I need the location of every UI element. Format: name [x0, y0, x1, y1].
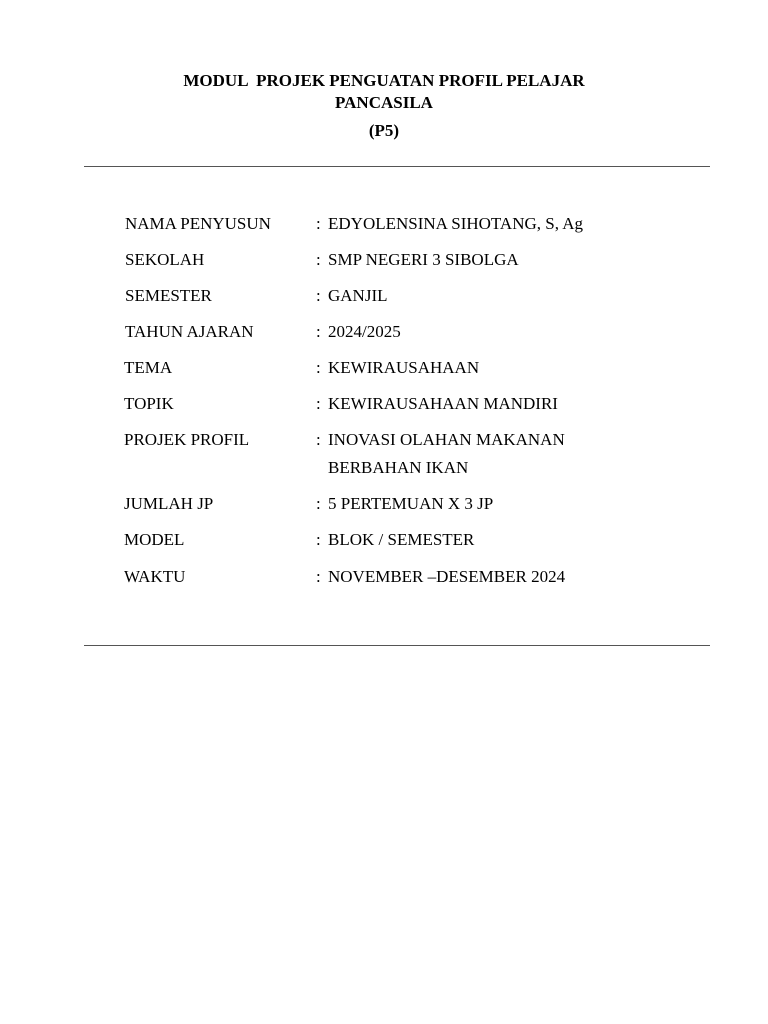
info-separator: :	[316, 358, 321, 377]
info-value: INOVASI OLAHAN MAKANAN	[328, 430, 565, 449]
info-separator: :	[316, 214, 321, 233]
info-label: JUMLAH JP	[124, 494, 214, 513]
info-label: SEMESTER	[125, 286, 212, 305]
title-line-3: (P5)	[368, 121, 400, 140]
title-line-2: PANCASILA	[335, 93, 433, 112]
info-value: BLOK / SEMESTER	[328, 530, 475, 549]
info-separator: :	[316, 530, 321, 549]
info-value: SMP NEGERI 3 SIBOLGA	[328, 250, 519, 269]
bottom-divider	[84, 645, 710, 646]
info-value: NOVEMBER –DESEMBER 2024	[328, 567, 566, 586]
info-label: WAKTU	[124, 567, 186, 586]
info-separator: :	[316, 430, 321, 449]
top-divider	[84, 166, 710, 167]
document-title	[0, 70, 768, 142]
info-label: TEMA	[124, 358, 173, 377]
info-separator: :	[316, 494, 321, 513]
info-value: 2024/2025	[328, 322, 401, 341]
info-value: KEWIRAUSAHAAN	[328, 358, 480, 377]
info-value: EDYOLENSINA SIHOTANG, S, Ag	[328, 214, 584, 233]
info-value: 5 PERTEMUAN X 3 JP	[328, 494, 494, 513]
info-separator: :	[316, 322, 321, 341]
info-label: MODEL	[124, 530, 185, 549]
title-line-1: MODUL PROJEK PENGUATAN PROFIL PELAJAR	[183, 71, 585, 90]
info-label: TAHUN AJARAN	[125, 322, 254, 341]
info-separator: :	[316, 567, 321, 586]
info-separator: :	[316, 250, 321, 269]
info-label: SEKOLAH	[125, 250, 205, 269]
info-label: PROJEK PROFIL	[124, 430, 250, 449]
info-label: TOPIK	[124, 394, 174, 413]
info-separator: :	[316, 286, 321, 305]
info-value: KEWIRAUSAHAAN MANDIRI	[328, 394, 558, 413]
info-value-continuation: BERBAHAN IKAN	[328, 458, 469, 477]
info-value: GANJIL	[328, 286, 388, 305]
info-separator: :	[316, 394, 321, 413]
info-label: NAMA PENYUSUN	[125, 214, 271, 233]
